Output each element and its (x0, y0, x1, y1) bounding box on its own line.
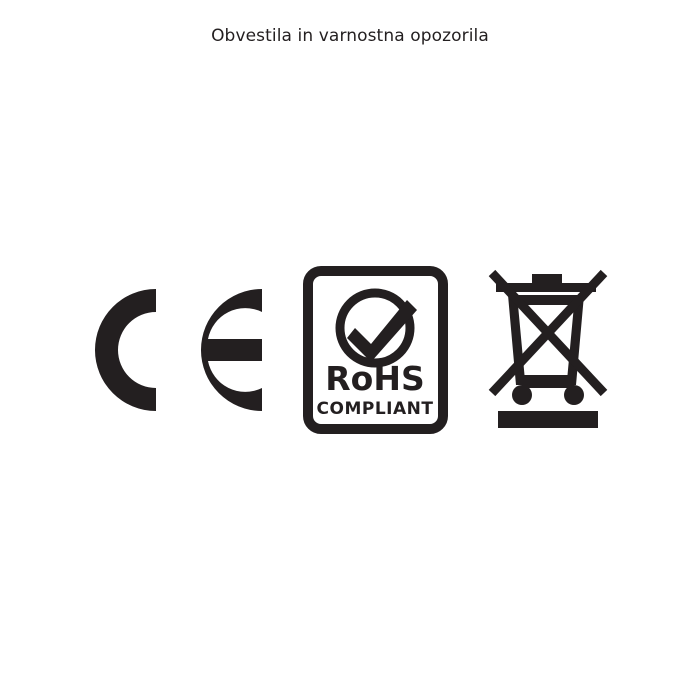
ce-mark (90, 280, 265, 420)
weee-mark (486, 265, 611, 435)
rohs-compliant-icon (303, 266, 448, 434)
crossed-out-wheelie-bin-icon (486, 265, 611, 435)
page-title: Obvestila in varnostna opozorila (211, 26, 489, 46)
compliance-marks-row (0, 255, 700, 445)
rohs-mark (303, 266, 448, 434)
ce-marking-icon (90, 280, 265, 420)
rohs-caption: COMPLIANT (316, 399, 433, 419)
rohs-label: RoHS (324, 359, 425, 398)
